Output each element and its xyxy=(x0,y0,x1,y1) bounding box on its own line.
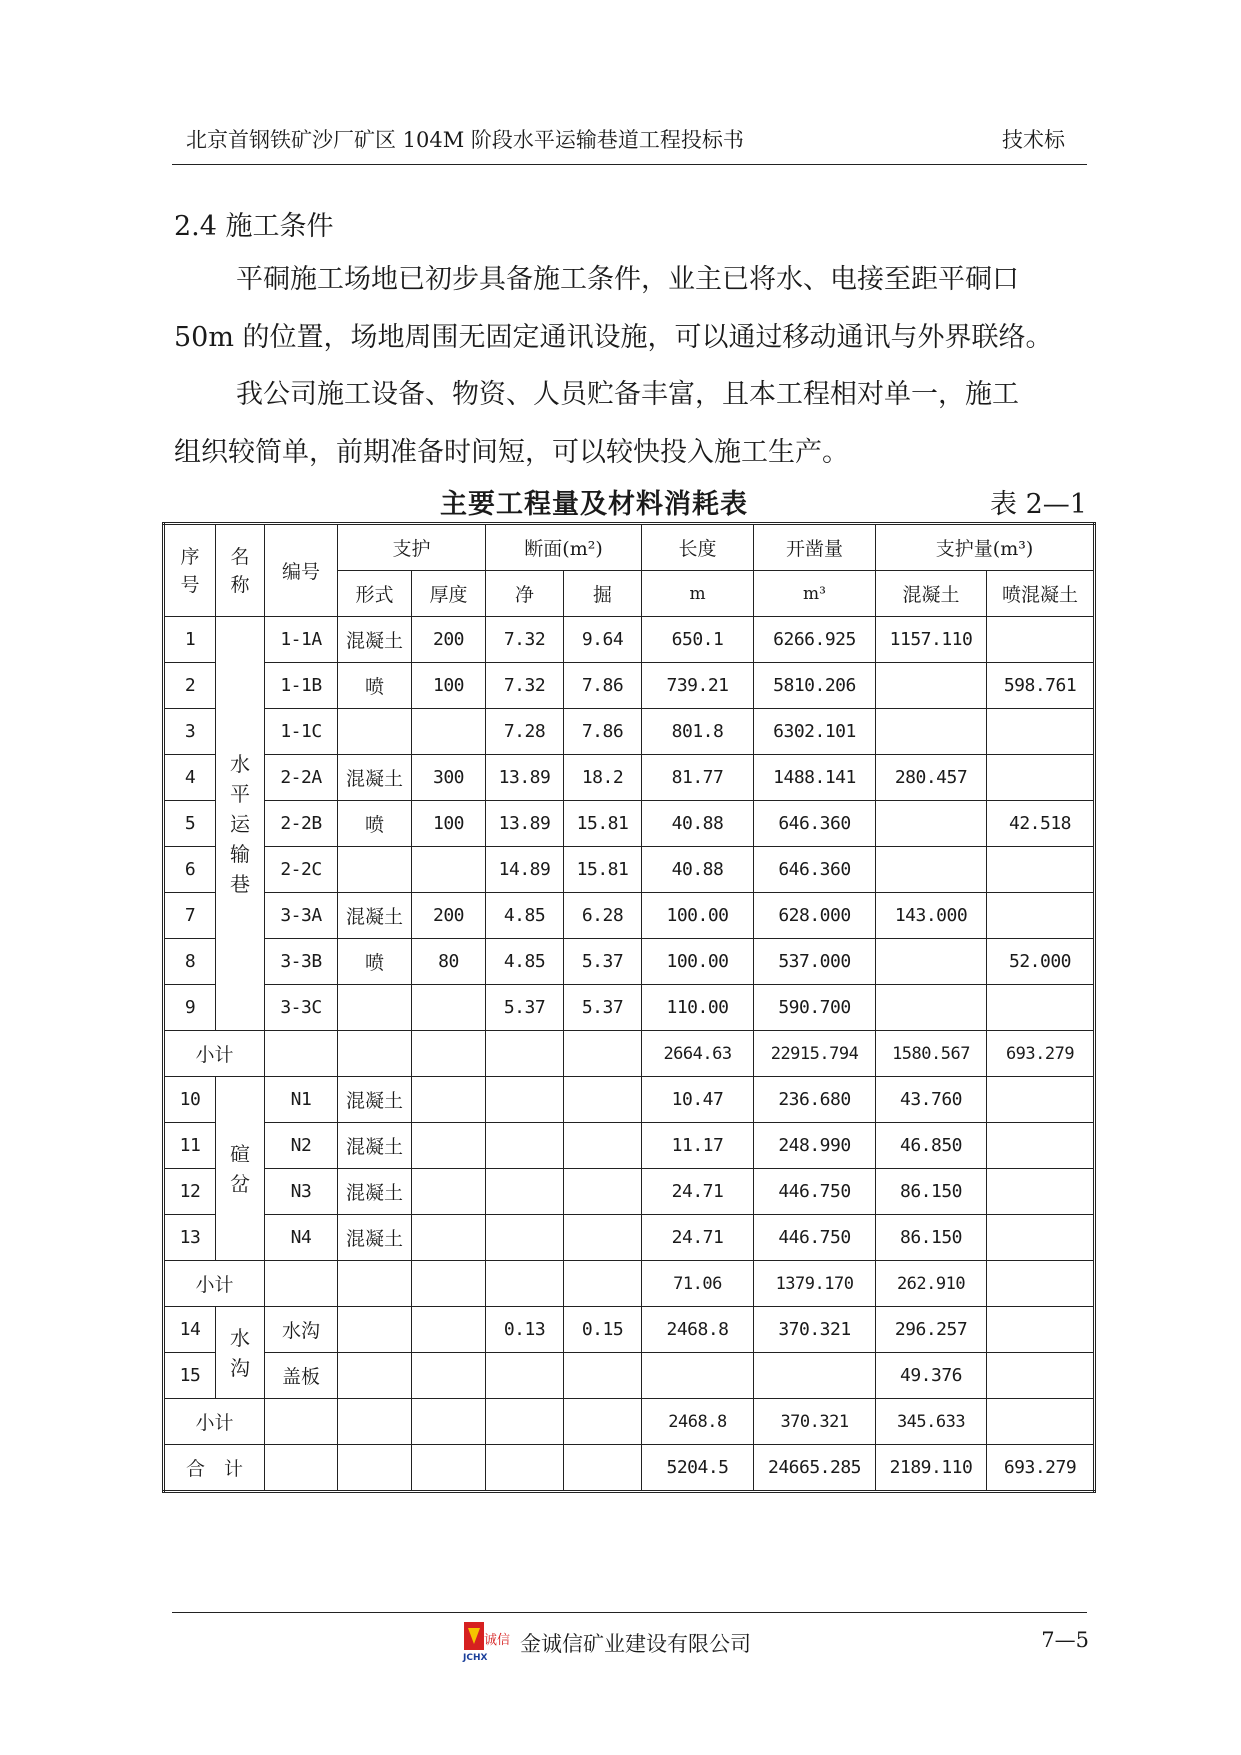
concrete-cell xyxy=(876,985,987,1031)
page-number: 7—5 xyxy=(1041,1628,1089,1652)
thickness-cell xyxy=(412,1353,486,1399)
dig-cell: 18.2 xyxy=(564,755,642,801)
col-length-header: 长度 xyxy=(642,524,754,571)
seq-cell: 7 xyxy=(164,893,216,939)
excavation-cell: 628.000 xyxy=(754,893,876,939)
form-cell: 混凝土 xyxy=(338,1215,412,1261)
paragraph-1-line-2: 50m 的位置，场地周围无固定通讯设施，可以通过移动通讯与外界联络。 xyxy=(174,322,1053,353)
length-cell: 40.88 xyxy=(642,801,754,847)
table-row xyxy=(164,1353,1095,1399)
header-title: 北京首钢铁矿沙厂矿区 104M 阶段水平运输巷道工程投标书 xyxy=(186,128,744,152)
code-cell: 1-1C xyxy=(265,709,338,755)
empty-cell xyxy=(564,1445,642,1492)
net-cell: 5.37 xyxy=(486,985,564,1031)
form-cell: 喷 xyxy=(338,801,412,847)
net-cell: 7.28 xyxy=(486,709,564,755)
dig-cell: 15.81 xyxy=(564,801,642,847)
header-divider xyxy=(172,164,1087,165)
concrete-cell: 262.910 xyxy=(876,1261,987,1307)
concrete-cell: 1157.110 xyxy=(876,617,987,663)
empty-cell xyxy=(486,1399,564,1445)
table-row xyxy=(164,985,1095,1031)
code-cell: 3-3A xyxy=(265,893,338,939)
concrete-cell: 345.633 xyxy=(876,1399,987,1445)
concrete-cell: 280.457 xyxy=(876,755,987,801)
seq-cell: 4 xyxy=(164,755,216,801)
col-shotcrete-header: 喷混凝土 xyxy=(987,571,1095,617)
seq-cell: 14 xyxy=(164,1307,216,1353)
table-body xyxy=(164,617,1095,1492)
table-row xyxy=(164,663,1095,709)
net-cell: 4.85 xyxy=(486,939,564,985)
dig-cell: 9.64 xyxy=(564,617,642,663)
shotcrete-cell: 693.279 xyxy=(987,1031,1095,1077)
length-cell: 71.06 xyxy=(642,1261,754,1307)
shotcrete-cell xyxy=(987,985,1095,1031)
excavation-cell: 6266.925 xyxy=(754,617,876,663)
concrete-cell: 43.760 xyxy=(876,1077,987,1123)
code-cell: 3-3B xyxy=(265,939,338,985)
subtotal-label: 小计 xyxy=(164,1399,265,1445)
empty-cell xyxy=(412,1399,486,1445)
length-cell: 100.00 xyxy=(642,939,754,985)
code-cell: 2-2C xyxy=(265,847,338,893)
paragraph-2-line-1: 我公司施工设备、物资、人员贮备丰富，且本工程相对单一，施工 xyxy=(236,379,1019,410)
form-cell: 混凝土 xyxy=(338,755,412,801)
form-cell: 喷 xyxy=(338,939,412,985)
thickness-cell: 200 xyxy=(412,893,486,939)
seq-cell: 12 xyxy=(164,1169,216,1215)
empty-cell xyxy=(338,1399,412,1445)
excavation-cell: 1488.141 xyxy=(754,755,876,801)
length-cell: 2664.63 xyxy=(642,1031,754,1077)
form-cell xyxy=(338,1353,412,1399)
paragraph-2-line-2: 组织较简单，前期准备时间短，可以较快投入施工生产。 xyxy=(174,437,849,468)
excavation-cell: 1379.170 xyxy=(754,1261,876,1307)
col-code-header: 编号 xyxy=(265,524,338,617)
code-cell: 水沟 xyxy=(265,1307,338,1353)
shotcrete-cell xyxy=(987,893,1095,939)
table-row xyxy=(164,1307,1095,1353)
concrete-cell xyxy=(876,801,987,847)
col-form-header: 形式 xyxy=(338,571,412,617)
thickness-cell xyxy=(412,1077,486,1123)
excavation-cell: 24665.285 xyxy=(754,1445,876,1492)
excavation-cell: 537.000 xyxy=(754,939,876,985)
table-row xyxy=(164,939,1095,985)
length-cell: 801.8 xyxy=(642,709,754,755)
concrete-cell: 46.850 xyxy=(876,1123,987,1169)
excavation-cell: 590.700 xyxy=(754,985,876,1031)
net-cell xyxy=(486,1077,564,1123)
dig-cell xyxy=(564,1123,642,1169)
empty-cell xyxy=(412,1261,486,1307)
shotcrete-cell xyxy=(987,847,1095,893)
table-row xyxy=(164,709,1095,755)
col-excavation-unit: m³ xyxy=(754,571,876,617)
empty-cell xyxy=(412,1031,486,1077)
seq-cell: 13 xyxy=(164,1215,216,1261)
col-support-header: 支护 xyxy=(338,524,486,571)
thickness-cell: 80 xyxy=(412,939,486,985)
table-number: 表 2—1 xyxy=(990,489,1087,520)
paragraph-1-line-1: 平硐施工场地已初步具备施工条件，业主已将水、电接至距平硐口 xyxy=(236,264,1019,295)
group-name-cell: 水 平 运 输 巷 xyxy=(216,617,265,1031)
excavation-cell: 6302.101 xyxy=(754,709,876,755)
dig-cell: 7.86 xyxy=(564,663,642,709)
col-excavation-header: 开凿量 xyxy=(754,524,876,571)
seq-cell: 15 xyxy=(164,1353,216,1399)
code-cell: N4 xyxy=(265,1215,338,1261)
empty-cell xyxy=(338,1445,412,1492)
col-net-header: 净 xyxy=(486,571,564,617)
thickness-cell xyxy=(412,1169,486,1215)
page-header xyxy=(172,122,1087,156)
concrete-cell xyxy=(876,663,987,709)
excavation-cell: 370.321 xyxy=(754,1307,876,1353)
concrete-cell xyxy=(876,709,987,755)
table-caption: 主要工程量及材料消耗表 xyxy=(440,489,748,520)
net-cell: 7.32 xyxy=(486,663,564,709)
concrete-cell: 86.150 xyxy=(876,1169,987,1215)
group-name-cell: 水 沟 xyxy=(216,1307,265,1399)
empty-cell xyxy=(486,1445,564,1492)
length-cell: 24.71 xyxy=(642,1215,754,1261)
seq-cell: 8 xyxy=(164,939,216,985)
length-cell: 81.77 xyxy=(642,755,754,801)
length-cell: 2468.8 xyxy=(642,1307,754,1353)
length-cell: 739.21 xyxy=(642,663,754,709)
empty-cell xyxy=(338,1031,412,1077)
length-cell: 40.88 xyxy=(642,847,754,893)
paragraph-1 xyxy=(174,251,1094,367)
excavation-cell: 248.990 xyxy=(754,1123,876,1169)
excavation-cell: 446.750 xyxy=(754,1215,876,1261)
code-cell: 2-2B xyxy=(265,801,338,847)
length-cell: 2468.8 xyxy=(642,1399,754,1445)
form-cell xyxy=(338,1307,412,1353)
shotcrete-cell: 693.279 xyxy=(987,1445,1095,1492)
net-cell xyxy=(486,1123,564,1169)
shotcrete-cell: 52.000 xyxy=(987,939,1095,985)
col-seq-header: 序 号 xyxy=(164,524,216,617)
dig-cell: 6.28 xyxy=(564,893,642,939)
footer-divider xyxy=(172,1612,1087,1613)
form-cell: 混凝土 xyxy=(338,1123,412,1169)
shotcrete-cell: 42.518 xyxy=(987,801,1095,847)
dig-cell xyxy=(564,1215,642,1261)
logo-sub: JCHX xyxy=(463,1653,488,1662)
subtotal-label: 小计 xyxy=(164,1031,265,1077)
concrete-cell: 143.000 xyxy=(876,893,987,939)
seq-cell: 1 xyxy=(164,617,216,663)
thickness-cell xyxy=(412,1123,486,1169)
length-cell: 10.47 xyxy=(642,1077,754,1123)
form-cell: 喷 xyxy=(338,663,412,709)
dig-cell xyxy=(564,1353,642,1399)
thickness-cell: 100 xyxy=(412,663,486,709)
dig-cell: 5.37 xyxy=(564,939,642,985)
empty-cell xyxy=(265,1031,338,1077)
form-cell xyxy=(338,709,412,755)
length-cell: 5204.5 xyxy=(642,1445,754,1492)
dig-cell: 5.37 xyxy=(564,985,642,1031)
net-cell: 13.89 xyxy=(486,801,564,847)
net-cell: 14.89 xyxy=(486,847,564,893)
excavation-cell: 5810.206 xyxy=(754,663,876,709)
group-name-cell: 碹 岔 xyxy=(216,1077,265,1261)
excavation-cell: 370.321 xyxy=(754,1399,876,1445)
code-cell: 盖板 xyxy=(265,1353,338,1399)
excavation-cell: 236.680 xyxy=(754,1077,876,1123)
shotcrete-cell xyxy=(987,1077,1095,1123)
total-row xyxy=(164,1445,1095,1492)
length-cell: 11.17 xyxy=(642,1123,754,1169)
dig-cell xyxy=(564,1077,642,1123)
net-cell xyxy=(486,1169,564,1215)
section-title: 2.4 施工条件 xyxy=(174,211,334,242)
excavation-cell: 646.360 xyxy=(754,801,876,847)
concrete-cell: 86.150 xyxy=(876,1215,987,1261)
code-cell: N2 xyxy=(265,1123,338,1169)
length-cell: 110.00 xyxy=(642,985,754,1031)
subtotal-row xyxy=(164,1261,1095,1307)
form-cell: 混凝土 xyxy=(338,1077,412,1123)
quantity-table xyxy=(162,522,1096,1493)
form-cell xyxy=(338,847,412,893)
logo-text: 诚信 xyxy=(484,1633,511,1648)
empty-cell xyxy=(412,1445,486,1492)
dig-cell: 0.15 xyxy=(564,1307,642,1353)
net-cell xyxy=(486,1353,564,1399)
code-cell: N3 xyxy=(265,1169,338,1215)
subtotal-row xyxy=(164,1399,1095,1445)
empty-cell xyxy=(486,1031,564,1077)
header-row-1 xyxy=(164,524,1095,571)
seq-cell: 6 xyxy=(164,847,216,893)
subtotal-row xyxy=(164,1031,1095,1077)
col-name-header: 名 称 xyxy=(216,524,265,617)
thickness-cell: 100 xyxy=(412,801,486,847)
shotcrete-cell xyxy=(987,1215,1095,1261)
table-row xyxy=(164,801,1095,847)
empty-cell xyxy=(265,1445,338,1492)
col-thickness-header: 厚度 xyxy=(412,571,486,617)
code-cell: 1-1A xyxy=(265,617,338,663)
table-row xyxy=(164,893,1095,939)
table-row xyxy=(164,1077,1095,1123)
empty-cell xyxy=(564,1399,642,1445)
seq-cell: 9 xyxy=(164,985,216,1031)
seq-cell: 2 xyxy=(164,663,216,709)
net-cell: 4.85 xyxy=(486,893,564,939)
dig-cell: 15.81 xyxy=(564,847,642,893)
concrete-cell: 296.257 xyxy=(876,1307,987,1353)
shotcrete-cell xyxy=(987,1169,1095,1215)
thickness-cell: 300 xyxy=(412,755,486,801)
empty-cell xyxy=(265,1261,338,1307)
table-row xyxy=(164,755,1095,801)
empty-cell xyxy=(338,1261,412,1307)
seq-cell: 5 xyxy=(164,801,216,847)
col-dig-header: 掘 xyxy=(564,571,642,617)
excavation-cell: 22915.794 xyxy=(754,1031,876,1077)
length-cell: 650.1 xyxy=(642,617,754,663)
form-cell xyxy=(338,985,412,1031)
thickness-cell xyxy=(412,709,486,755)
table-row xyxy=(164,1215,1095,1261)
thickness-cell xyxy=(412,1215,486,1261)
empty-cell xyxy=(564,1031,642,1077)
table-row xyxy=(164,1169,1095,1215)
table-row xyxy=(164,847,1095,893)
form-cell: 混凝土 xyxy=(338,617,412,663)
empty-cell xyxy=(486,1261,564,1307)
shotcrete-cell xyxy=(987,1307,1095,1353)
excavation-cell xyxy=(754,1353,876,1399)
net-cell xyxy=(486,1215,564,1261)
dig-cell: 7.86 xyxy=(564,709,642,755)
concrete-cell: 49.376 xyxy=(876,1353,987,1399)
thickness-cell xyxy=(412,847,486,893)
dig-cell xyxy=(564,1169,642,1215)
concrete-cell xyxy=(876,939,987,985)
table-row xyxy=(164,1123,1095,1169)
company-logo xyxy=(462,1620,518,1662)
table-row xyxy=(164,617,1095,663)
code-cell: 3-3C xyxy=(265,985,338,1031)
subtotal-label: 小计 xyxy=(164,1261,265,1307)
code-cell: 2-2A xyxy=(265,755,338,801)
seq-cell: 3 xyxy=(164,709,216,755)
code-cell: 1-1B xyxy=(265,663,338,709)
col-section-header: 断面(m²) xyxy=(486,524,642,571)
thickness-cell: 200 xyxy=(412,617,486,663)
concrete-cell: 1580.567 xyxy=(876,1031,987,1077)
net-cell: 13.89 xyxy=(486,755,564,801)
length-cell: 100.00 xyxy=(642,893,754,939)
seq-cell: 11 xyxy=(164,1123,216,1169)
code-cell: N1 xyxy=(265,1077,338,1123)
thickness-cell xyxy=(412,985,486,1031)
shotcrete-cell xyxy=(987,709,1095,755)
shotcrete-cell xyxy=(987,1123,1095,1169)
thickness-cell xyxy=(412,1307,486,1353)
form-cell: 混凝土 xyxy=(338,1169,412,1215)
net-cell: 7.32 xyxy=(486,617,564,663)
company-name: 金诚信矿业建设有限公司 xyxy=(520,1632,751,1656)
form-cell: 混凝土 xyxy=(338,893,412,939)
col-length-unit: m xyxy=(642,571,754,617)
shotcrete-cell xyxy=(987,1261,1095,1307)
net-cell: 0.13 xyxy=(486,1307,564,1353)
shotcrete-cell xyxy=(987,1399,1095,1445)
excavation-cell: 446.750 xyxy=(754,1169,876,1215)
quantity-table-wrapper xyxy=(162,522,1093,1493)
concrete-cell xyxy=(876,847,987,893)
col-support-amount-header: 支护量(m³) xyxy=(876,524,1095,571)
length-cell xyxy=(642,1353,754,1399)
excavation-cell: 646.360 xyxy=(754,847,876,893)
total-label: 合 计 xyxy=(164,1445,265,1492)
length-cell: 24.71 xyxy=(642,1169,754,1215)
header-tag: 技术标 xyxy=(1002,128,1065,152)
shotcrete-cell xyxy=(987,755,1095,801)
seq-cell: 10 xyxy=(164,1077,216,1123)
empty-cell xyxy=(564,1261,642,1307)
concrete-cell: 2189.110 xyxy=(876,1445,987,1492)
paragraph-2 xyxy=(174,366,1094,482)
shotcrete-cell xyxy=(987,617,1095,663)
col-concrete-header: 混凝土 xyxy=(876,571,987,617)
empty-cell xyxy=(265,1399,338,1445)
shotcrete-cell: 598.761 xyxy=(987,663,1095,709)
shotcrete-cell xyxy=(987,1353,1095,1399)
